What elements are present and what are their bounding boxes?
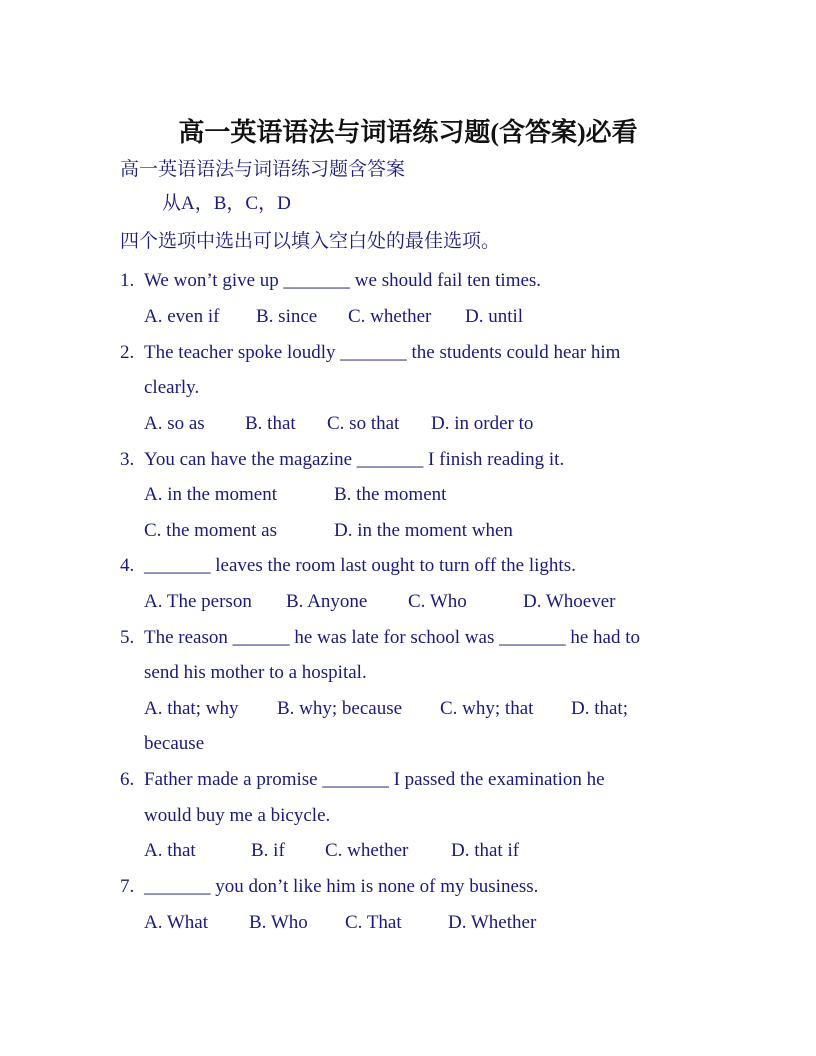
option-a: A. that; why: [144, 698, 239, 719]
question-number: 4.: [120, 555, 135, 576]
option-c: C. That: [345, 912, 402, 933]
question-text: The reason ______ he was late for school was _______ he had to: [144, 627, 640, 648]
question-text-continued: would buy me a bicycle.: [144, 805, 331, 826]
option-b: B. if: [251, 840, 285, 861]
question-number: 5.: [120, 627, 135, 648]
question-text: You can have the magazine _______ I finish reading it.: [144, 449, 565, 470]
question-text-continued: send his mother to a hospital.: [144, 662, 367, 683]
option-d: D. that if: [451, 840, 520, 861]
option-a: A. that: [144, 840, 196, 861]
option-c: C. whether: [348, 306, 432, 327]
option-d: D. until: [465, 306, 524, 327]
question-text: _______ you don’t like him is none of my business.: [144, 876, 539, 897]
option-d: D. Whoever: [523, 591, 616, 612]
option-a: A. so as: [144, 413, 205, 434]
subtitle: 高一英语语法与词语练习题含答案: [120, 159, 406, 180]
option-a: A. What: [144, 912, 209, 933]
question-number: 6.: [120, 769, 135, 790]
question-text: Father made a promise _______ I passed the examination he: [144, 769, 605, 790]
option-b: B. Anyone: [286, 591, 368, 612]
option-b: B. that: [245, 413, 296, 434]
option-c: C. whether: [325, 840, 409, 861]
option-a: A. even if: [144, 306, 220, 327]
option-d: D. that;: [571, 698, 628, 719]
option-d: D. in the moment when: [334, 520, 513, 541]
question-number: 7.: [120, 876, 135, 897]
option-c: C. why; that: [440, 698, 534, 719]
question-number: 3.: [120, 449, 135, 470]
question-text: _______ leaves the room last ought to turn off the lights.: [144, 555, 576, 576]
option-d-continued: because: [144, 733, 205, 754]
document-title: 高一英语语法与词语练习题(含答案)必看: [178, 118, 638, 147]
option-c: C. so that: [327, 413, 400, 434]
question-text: The teacher spoke loudly _______ the students could hear him: [144, 342, 621, 363]
instruction-line-1: 从A，B，C，D: [162, 193, 291, 214]
option-b: B. Who: [249, 912, 308, 933]
question-text: We won’t give up _______ we should fail ten times.: [144, 270, 542, 291]
option-d: D. in order to: [431, 413, 534, 434]
question-text-continued: clearly.: [144, 377, 200, 398]
question-number: 1.: [120, 270, 135, 291]
option-a: A. in the moment: [144, 484, 277, 505]
option-b: B. why; because: [277, 698, 403, 719]
option-c: C. the moment as: [144, 520, 277, 541]
option-b: B. since: [256, 306, 318, 327]
instruction-line-2: 四个选项中选出可以填入空白处的最佳选项。: [120, 231, 501, 252]
option-c: C. Who: [408, 591, 467, 612]
option-b: B. the moment: [334, 484, 447, 505]
question-number: 2.: [120, 342, 135, 363]
option-a: A. The person: [144, 591, 252, 612]
option-d: D. Whether: [448, 912, 537, 933]
